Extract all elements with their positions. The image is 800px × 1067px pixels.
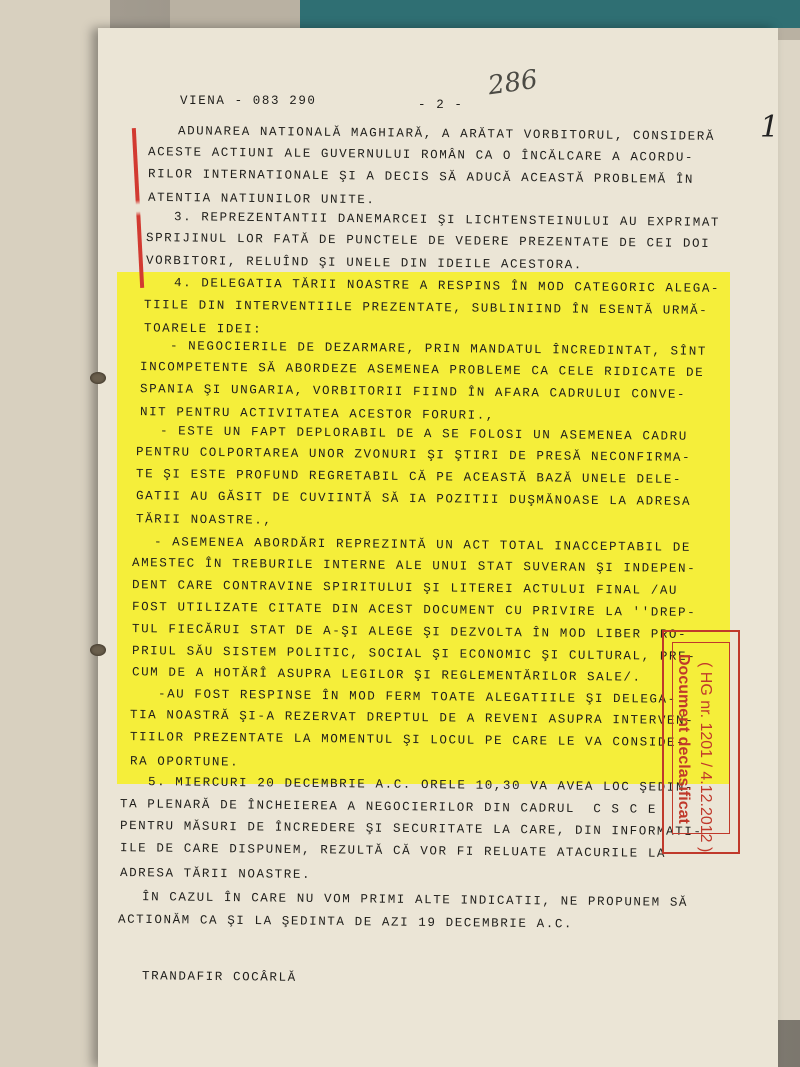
document-reference: VIENA - 083 290 [180,94,317,108]
text-line: ADUNAREA NATIONALĂ MAGHIARĂ, A ARĂTAT VORBITORUL, CONSIDERĂ [177,124,716,144]
back-sheet [0,0,110,1067]
text-line: RA OPORTUNE. [129,754,240,770]
text-line: - NEGOCIERILE DE DEZARMARE, PRIN MANDATUL ÎNCREDINTAT, SÎNT [169,339,708,359]
text-line: TE ŞI ESTE PROFUND REGRETABIL CĂ PE ACEASTĂ BAZĂ UNELE DELE- [135,467,683,487]
text-line: DENT CARE CONTRAVINE SPIRITULUI ŞI LITEREI ACTULUI FINAL /AU [131,578,679,598]
folder-cover-teal [300,0,800,28]
text-line: RILOR INTERNATIONALE ŞI A DECIS SĂ ADUCĂ ACEASTĂ PROBLEMĂ ÎN [147,167,695,187]
handwritten-mark: 1 [760,110,780,145]
text-line: CUM DE A HOTĂRÎ ASUPRA LEGILOR ŞI REGLEMENTĂRILOR SALE/. [131,665,642,685]
text-line: - ASEMENEA ABORDĂRI REPREZINTĂ UN ACT TOTAL INACCEPTABIL DE [153,535,692,555]
text-line: ATENTIA NATIUNILOR UNITE. [147,190,376,208]
text-line: -AU FOST RESPINSE ÎN MOD FERM TOATE ALEGATIILE ŞI DELEGA- [157,687,677,707]
signature-name: TRANDAFIR COCÂRLĂ [141,969,297,985]
text-line: - ESTE UN FAPT DEPLORABIL DE A SE FOLOSI UN ASEMENEA CADRU [159,424,688,444]
text-line: TOARELE IDEI: [143,321,263,337]
declassified-stamp [662,630,740,854]
text-line: ADRESA TĂRII NOASTRE. [119,865,312,883]
text-line: ILE DE CARE DISPUNEM, REZULTĂ CĂ VOR FI RELUATE ATACURILE LA [119,841,667,861]
handwritten-page-number: 286 [486,64,540,102]
text-line: PENTRU MĂSURI DE ÎNCREDERE ŞI SECURITATE LA CARE, DIN INFORMATI- [119,818,703,840]
text-line: TĂRII NOASTRE., [135,512,273,528]
stamp-title: Document declasificat [675,654,692,824]
punch-hole [90,372,106,384]
text-line: NIT PENTRU ACTIVITATEA ACESTOR FORURI., [139,405,496,423]
text-line: FOST UTILIZATE CITATE DIN ACEST DOCUMENT CU PRIVIRE LA ''DREP- [131,600,697,620]
stamp-reference: ( HG nr. 1201 / 4.12.2012 ) [697,662,714,853]
text-line: ACESTE ACTIUNI ALE GUVERNULUI ROMÂN CA O ÎNCĂLCARE A ACORDU- [147,145,695,165]
text-line: SPANIA ŞI UNGARIA, VORBITORII FIIND ÎN AFARA CADRULUI CONVE- [139,382,687,402]
text-line: 3. REPREZENTANTII DANEMARCEI ŞI LICHTENSTEINULUI AU EXPRIMAT [173,210,721,230]
text-line: PENTRU COLPORTAREA UNOR ZVONURI ŞI ŞTIRI DE PRESĂ NECONFIRMA- [135,445,692,465]
text-line: ACTIONĂM CA ŞI LA ŞEDINTA DE AZI 19 DECEMBRIE A.C. [117,912,574,932]
punch-hole [90,644,106,656]
text-line: SPRIJINUL LOR FATĂ DE PUNCTELE DE VEDERE PREZENTATE DE CEI DOI [145,231,711,251]
text-line: GATII AU GĂSIT DE CUVIINTĂ SĂ IA POZITII DUŞMĂNOASE LA ADRESA [135,489,692,509]
text-line: TIILOR PREZENTATE LA MOMENTUL ŞI LOCUL PE CARE LE VA CONSIDE- [129,730,686,750]
text-line: TUL FIECĂRUI STAT DE A-ŞI ALEGE ŞI DEZVOLTA ÎN MOD LIBER PRO- [131,622,688,642]
text-line: VORBITORI, RELUÎND ŞI UNELE DIN IDEILE ACESTORA. [145,253,583,273]
text-line: INCOMPETENTE SĂ ABORDEZE ASEMENEA PROBLEME CA CELE RIDICATE DE [139,360,705,380]
text-line: TIA NOASTRĂ ŞI-A REZERVAT DREPTUL DE A REVENI ASUPRA INTERVEN- [129,708,695,728]
text-line: TA PLENARĂ DE ÎNCHEIEREA A NEGOCIERILOR DIN CADRUL C S C E [119,797,658,817]
text-line: TIILE DIN INTERVENTIILE PREZENTATE, SUBLINIIND ÎN ESENTĂ URMĂ- [143,298,709,318]
text-line: 4. DELEGATIA TĂRII NOASTRE A RESPINS ÎN MOD CATEGORIC ALEGA- [173,276,721,296]
text-line: 5. MIERCURI 20 DECEMBRIE A.C. ORELE 10,30 VA AVEA LOC ŞEDIN- [147,775,695,795]
text-line: PRIUL SĂU SISTEM POLITIC, SOCIAL ŞI ECONOMIC ŞI CULTURAL, PRE- [131,644,697,664]
text-line: AMESTEC ÎN TREBURILE INTERNE ALE UNUI STAT SUVERAN ŞI INDEPEN- [131,556,697,576]
page-number: - 2 - [418,98,464,112]
text-line: ÎN CAZUL ÎN CARE NU VOM PRIMI ALTE INDICATII, NE PROPUNEM SĂ [141,890,689,910]
